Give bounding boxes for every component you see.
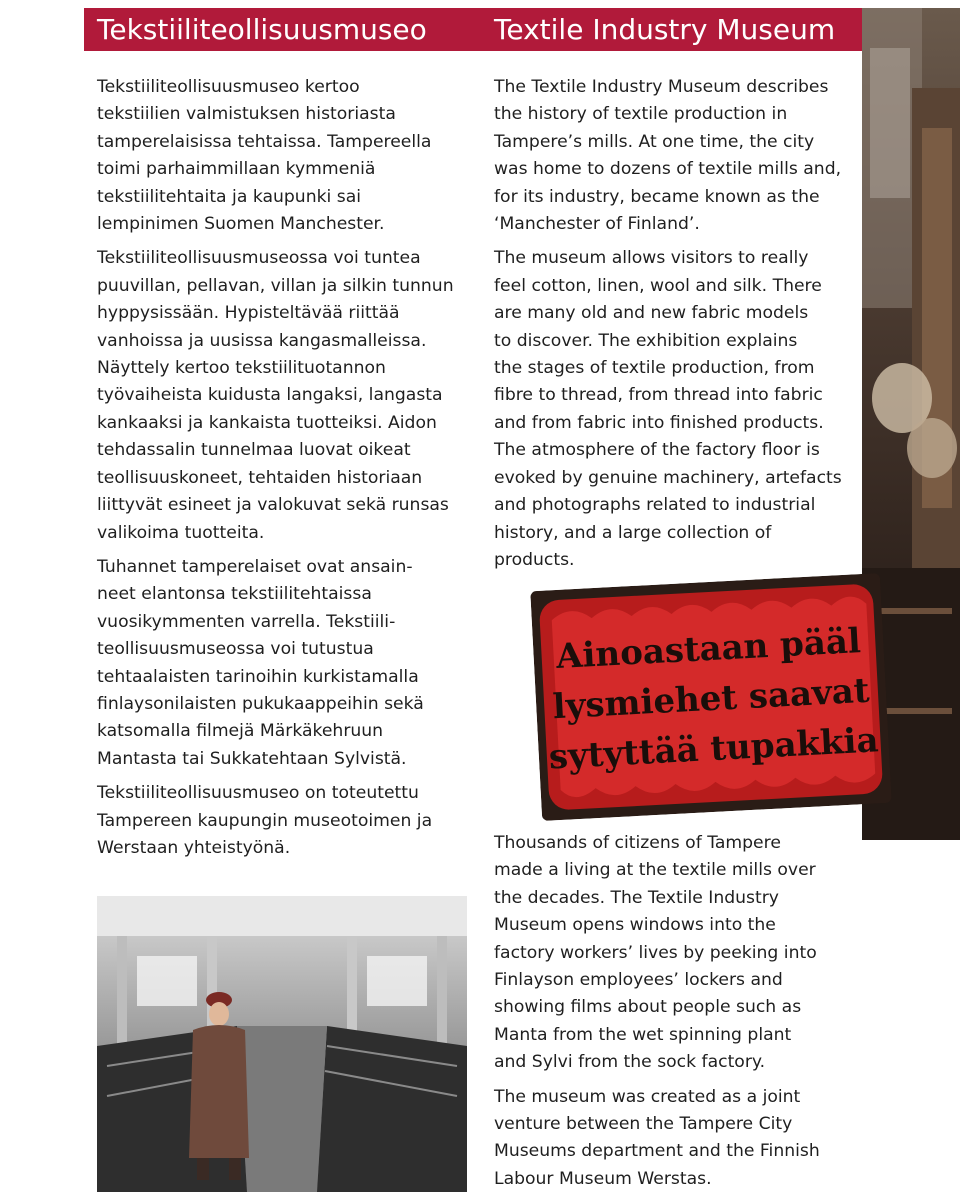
english-paragraph-2: The museum allows visitors to really feel cotton, linen, wool and silk. There are many old and new fabric models to discover. The exhibition explains the stages of textile production, from fibre to thread, from thread into fabric and from fabric into finished products. The atmosphere of the factory floor is evoked by genuine machinery, artefacts and photographs related to industrial history, and a large collection of products. [494, 248, 842, 570]
sign-text-line-3: sytyttää tupakkia [547, 720, 880, 778]
finnish-paragraph-3: Tuhannet tamperelaiset ovat ansain- neet elantonsa tekstiilitehtaissa vuosikymmenten varrella. Tekstiili- teollisuusmuseossa voi tutustua tehtaalaisten tarinoihin kurkistamalla finlaysonilaisten pukukaappeihin sekä katsomalla filmejä Märkäkehruun Mantasta tai Sukkatehtaan Sylvistä. [97, 556, 424, 769]
english-paragraph-1: The Textile Industry Museum describes the history of textile production in Tampere’s mills. At one time, the city was home to dozens of textile mills and, for its industry, became known as the ‘Manchester of Finland’. [494, 77, 842, 235]
factory-hall-photo [97, 896, 467, 1192]
finnish-paragraph-1: Tekstiiliteollisuusmuseo kertoo tekstiilien valmistuksen historiasta tamperelaisissa tehtaissa. Tampereella toimi parhaimmillaan kymmeniä tekstiilitehtaita ja kaupunki sai lempinimen Suomen Manchester. [97, 77, 432, 235]
english-text-column-top [494, 74, 869, 581]
finnish-paragraph-4: Tekstiiliteollisuusmuseo on toteutettu Tampereen kaupungin museotoimen ja Werstaan yhteistyönä. [97, 783, 433, 858]
english-text-column-bottom [494, 830, 869, 1200]
page-title-finnish: Tekstiiliteollisuusmuseo [97, 13, 427, 46]
finnish-text-column [97, 74, 467, 869]
page-title-english: Textile Industry Museum [494, 13, 836, 46]
english-paragraph-3: Thousands of citizens of Tampere made a living at the textile mills over the decades. The Textile Industry Museum opens windows into the factory workers’ lives by peeking into Finlayson employees’ lockers and showing films about people such as Manta from the wet spinning plant and Sylvi from the sock factory. [494, 833, 817, 1073]
english-paragraph-4: The museum was created as a joint venture between the Tampere City Museums department and the Finnish Labour Museum Werstas. [494, 1086, 820, 1189]
red-sign-photo [530, 573, 892, 821]
sign-text-line-1: Ainoastaan pääl [555, 621, 862, 678]
sign-text-line-2: lysmiehet saavat [551, 670, 871, 728]
finnish-paragraph-2: Tekstiiliteollisuusmuseossa voi tuntea puuvillan, pellavan, villan ja silkin tunnun hyppysissään. Hypisteltävää riittää vanhoissa ja uusissa kangasmalleissa. Näyttely kertoo tekstiilituotannon työvaiheista kuidusta langaksi, langasta kankaaksi ja kankaista tuotteiksi. Aidon tehdassalin tunnelmaa luovat oikeat teollisuuskoneet, tehtaiden historiaan liittyvät esineet ja valokuvat sekä runsas valikoima tuotteita. [97, 248, 454, 543]
